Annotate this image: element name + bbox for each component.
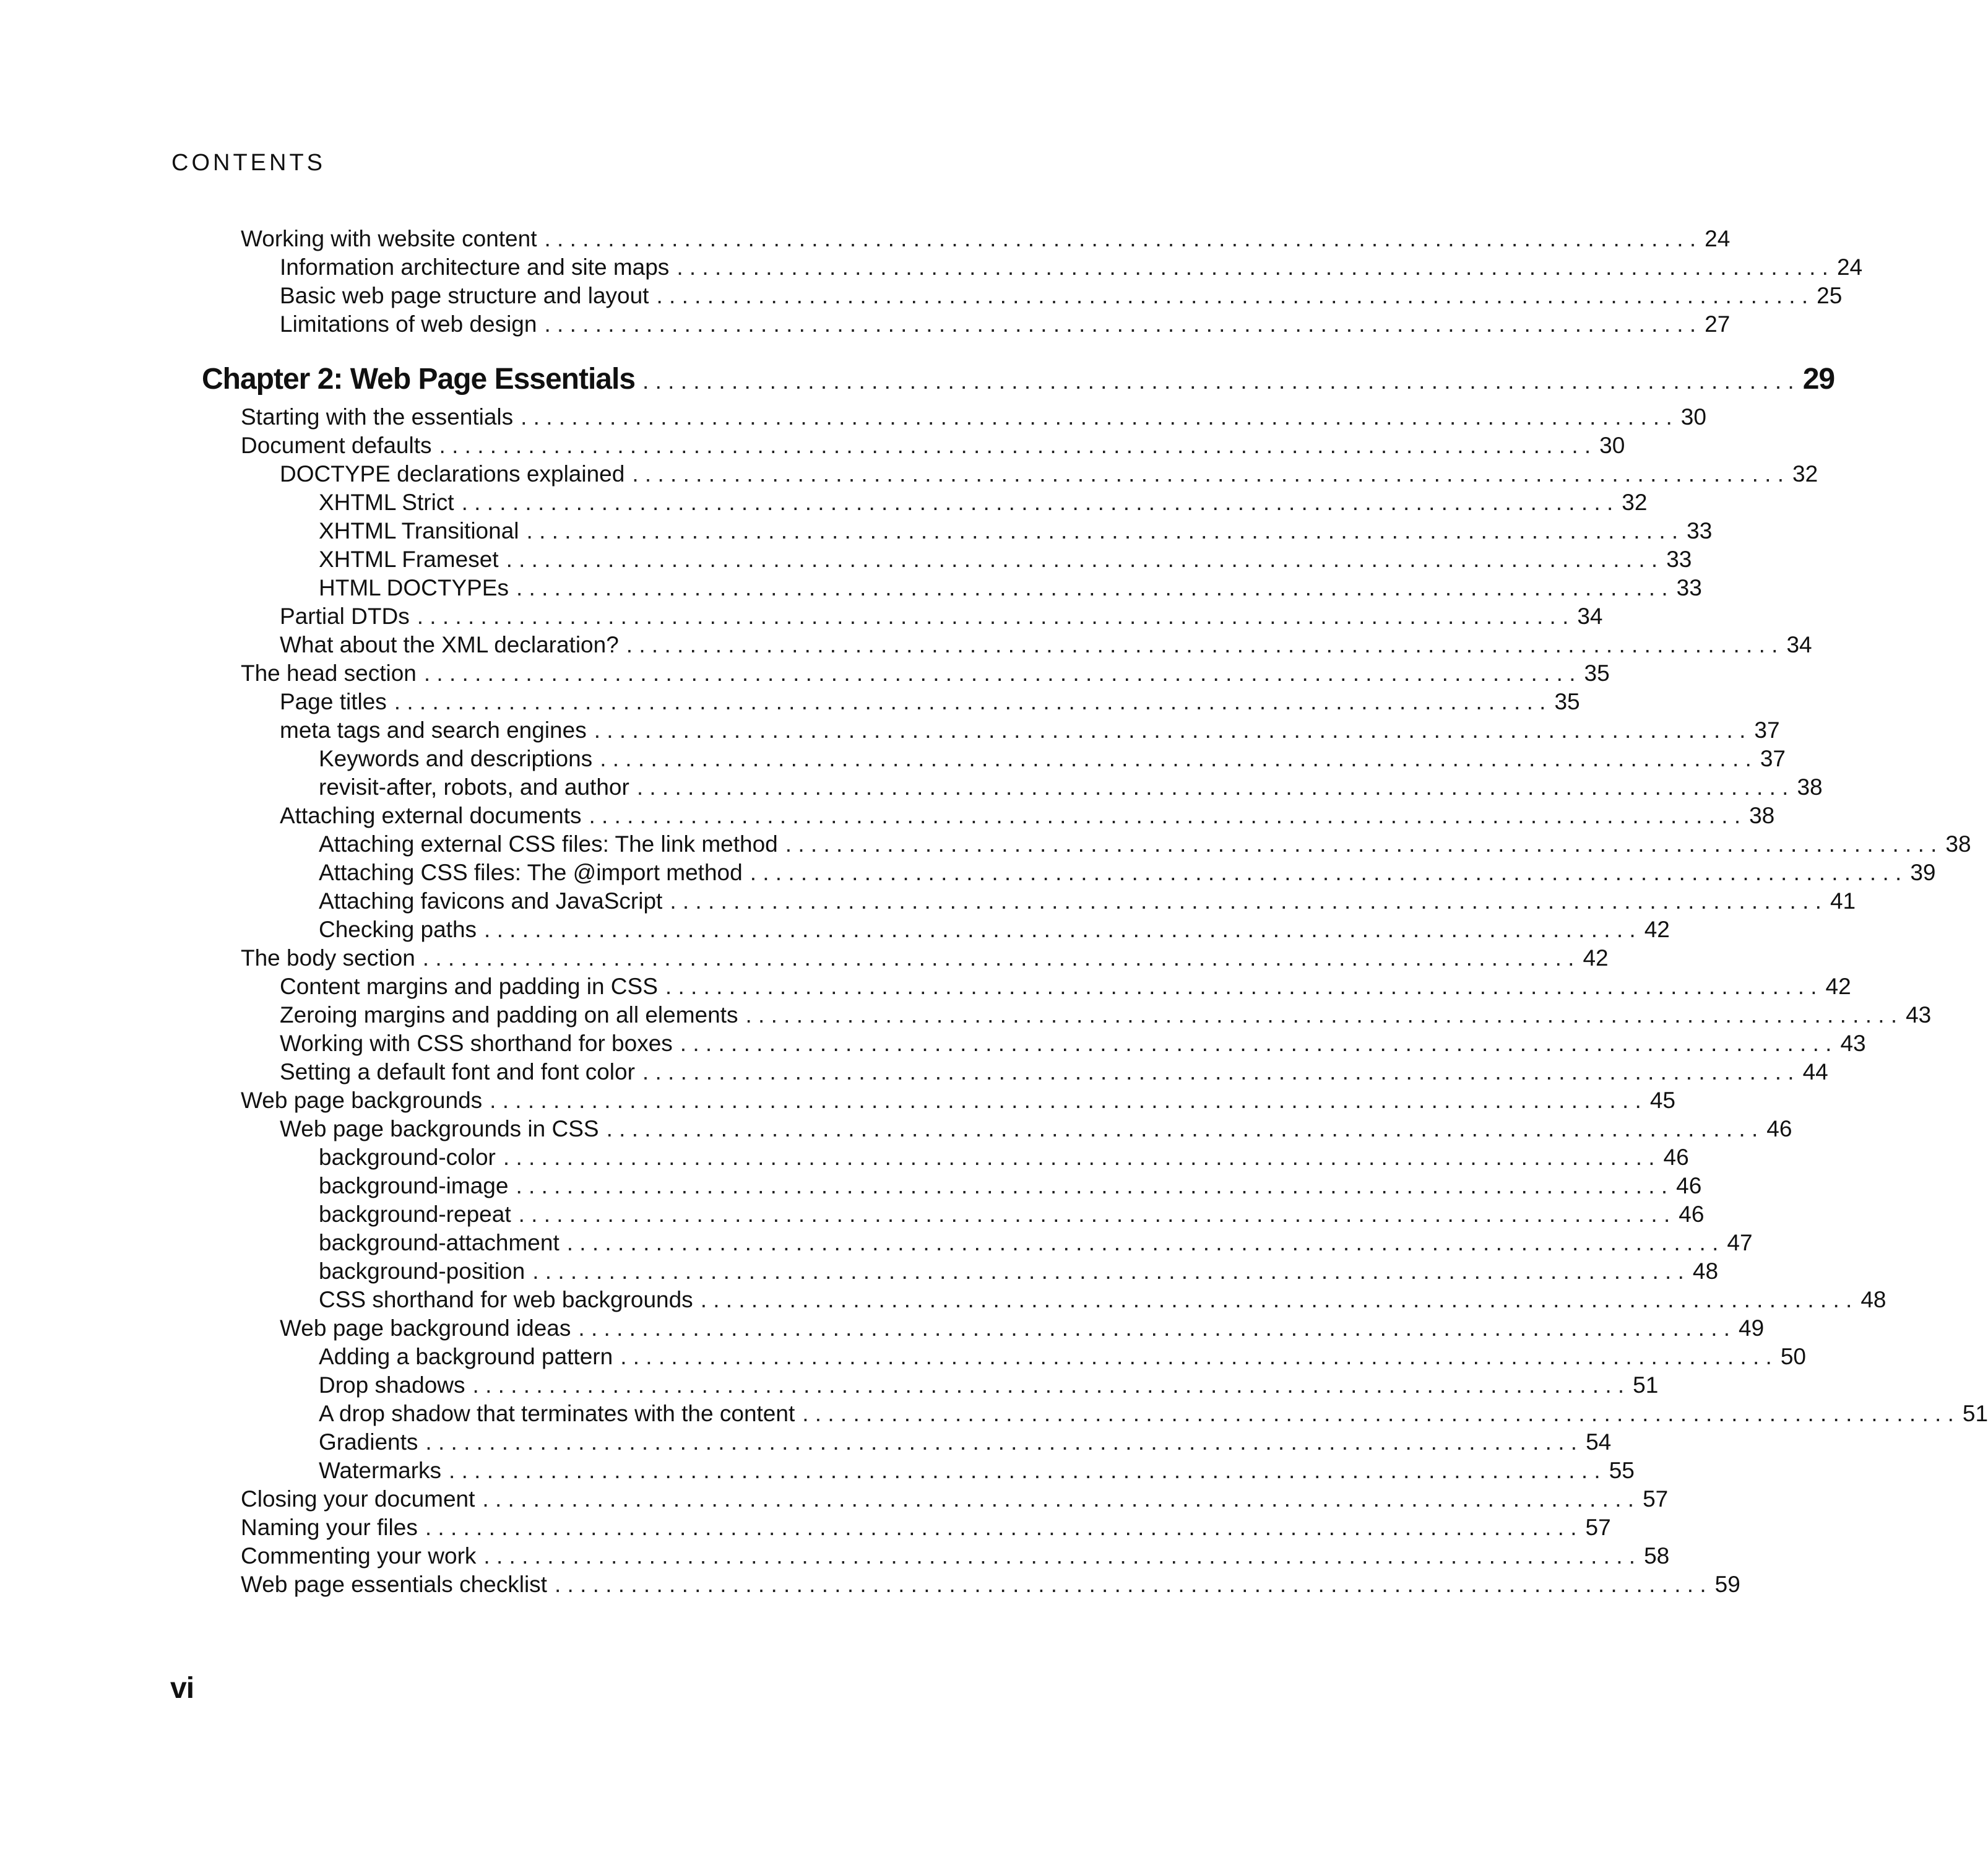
toc-entry-page-number: 37 (1754, 717, 1780, 743)
toc-entry-page-number: 55 (1609, 1458, 1635, 1483)
dot-leader: . . . . . . . . . . . . . . . . . . . . . . . . . . . . . . . . . . . . . . . . . . . . . . . . . . . . . . . . . . . . . . . . . . . . . . . . . . . . . . . . . . . . . . . . . . . (802, 1401, 1954, 1426)
toc-entry-page-number: 46 (1676, 1173, 1702, 1198)
dot-leader: . . . . . . . . . . . . . . . . . . . . . . . . . . . . . . . . . . . . . . . . . . . . . . . . . . . . . . . . . . . . . . . . . . . . . . . . . . . . . . . . . . . . . . . . . . . (676, 254, 1828, 280)
toc-entry-title: Zeroing margins and padding on all elements (280, 1002, 738, 1028)
toc-entry-page-number: 59 (1714, 1572, 1740, 1597)
toc-entry-line (241, 403, 1706, 431)
toc-entry-line (280, 1001, 1932, 1029)
toc-entry[interactable] (0, 1001, 1932, 1029)
toc-entry-title: Content margins and padding in CSS (280, 974, 658, 999)
toc-entry-page-number: 34 (1577, 604, 1603, 629)
toc-entry[interactable] (0, 972, 1851, 1001)
toc-entry-page-number: 34 (1786, 632, 1812, 657)
toc-entry[interactable] (0, 1172, 1702, 1200)
toc-entry[interactable] (0, 1029, 1866, 1058)
toc-entry-page-number: 44 (1802, 1059, 1828, 1084)
toc-entry[interactable] (0, 1400, 1988, 1428)
toc-entry-page-number: 42 (1825, 974, 1851, 999)
toc-entry-title: Gradients (319, 1429, 418, 1455)
toc-entry-page-number: 51 (1633, 1372, 1659, 1398)
toc-entry-line (280, 602, 1603, 631)
toc-entry-line (319, 1229, 1753, 1257)
toc-entry-line (241, 1086, 1675, 1115)
dot-leader: . . . . . . . . . . . . . . . . . . . . . . . . . . . . . . . . . . . . . . . . . . . . . . . . . . . . . . . . . . . . . . . . . . . . . . . . . . . . . . . . . . . . . . . . . . . (482, 1486, 1635, 1512)
dot-leader: . . . . . . . . . . . . . . . . . . . . . . . . . . . . . . . . . . . . . . . . . . . . . . . . . . . . . . . . . . . . . . . . . . . . . . . . . . . . . . . . . . . . . . . . . . . (620, 1344, 1772, 1369)
toc-entry-page-number: 37 (1760, 746, 1786, 771)
toc-entry-title: XHTML Frameset (319, 547, 499, 572)
dot-leader: . . . . . . . . . . . . . . . . . . . . . . . . . . . . . . . . . . . . . . . . . . . . . . . . . . . . . . . . . . . . . . . . . . . . . . . . . . . . . . . . . . . . . . . . . . . (425, 1515, 1577, 1540)
toc-entry-page-number: 24 (1705, 226, 1731, 251)
toc-entry-title: Document defaults (241, 433, 432, 458)
toc-entry-title: Setting a default font and font color (280, 1059, 635, 1084)
toc-entry-title: Attaching external documents (280, 803, 582, 828)
toc-entry[interactable] (0, 916, 1670, 944)
toc-entry-page-number: 46 (1766, 1116, 1792, 1141)
toc-entry-title: Web page backgrounds in CSS (280, 1116, 599, 1141)
dot-leader: . . . . . . . . . . . . . . . . . . . . . . . . . . . . . . . . . . . . . . . . . . . . . . . . . . . . . . . . . . . . . . . . . . . . . . . . . . . . . . . . . . . . . . . . . . . (589, 803, 1741, 828)
toc-entry-title: background-repeat (319, 1201, 511, 1227)
toc-entry-page-number: 47 (1727, 1230, 1753, 1255)
toc-entry-title: Partial DTDs (280, 604, 410, 629)
dot-leader: . . . . . . . . . . . . . . . . . . . . . . . . . . . . . . . . . . . . . . . . . . . . . . . . . . . . . . . . . . . . . . . . . . . . . . . . . . . . . . . . . . . . . . . . . . . (745, 1002, 1898, 1028)
toc-entry-title: Attaching external CSS files: The link method (319, 831, 778, 857)
toc-entry[interactable] (0, 517, 1713, 545)
toc-entry-line (319, 545, 1692, 574)
toc-entry-page-number: 41 (1830, 888, 1856, 914)
dot-leader: . . . . . . . . . . . . . . . . . . . . . . . . . . . . . . . . . . . . . . . . . . . . . . . . . . . . . . . . . . . . . . . . . . . . . . . . . . . . . . . . . . . . . . . . . . . (461, 490, 1614, 515)
dot-leader: . . . . . . . . . . . . . . . . . . . . . . . . . . . . . . . . . . . . . . . . . . . . . . . . . . . . . . . . . . . . . . . . . . . . . . . . . . . . . . . . . . . . . . . . . . . (700, 1287, 1852, 1312)
toc-entry-page-number: 51 (1962, 1401, 1988, 1426)
toc-entry-title: XHTML Strict (319, 490, 454, 515)
dot-leader: . . . . . . . . . . . . . . . . . . . . . . . . . . . . . . . . . . . . . . . . . . . . . . . . . . . . . . . . . . . . . . . . . . . . . . . . . . . . . . . . . . . . . . . . . . . (785, 831, 1937, 857)
toc-entry-page-number: 35 (1584, 660, 1610, 686)
toc-entry-line (319, 1172, 1702, 1200)
toc-entry-line (319, 488, 1648, 517)
toc-entry-line (319, 745, 1786, 773)
toc-entry[interactable] (0, 574, 1702, 602)
toc-entry-title: Chapter 2: Web Page Essentials (202, 363, 636, 396)
toc-entry-title: Web page essentials checklist (241, 1572, 547, 1597)
toc-entry[interactable] (0, 1115, 1792, 1143)
toc-entry-line (319, 887, 1856, 916)
toc-entry-page-number: 50 (1780, 1344, 1806, 1369)
toc-entry[interactable] (0, 225, 1731, 253)
toc-entry-line (280, 310, 1731, 339)
toc-entry-page-number: 29 (1802, 363, 1835, 396)
dot-leader: . . . . . . . . . . . . . . . . . . . . . . . . . . . . . . . . . . . . . . . . . . . . . . . . . . . . . . . . . . . . . . . . . . . . . . . . . . . . . . . . . . . . . . . . . . . (670, 888, 1822, 914)
toc-entry-line (280, 972, 1851, 1001)
toc-entry-line (241, 225, 1731, 253)
toc-entry-title: The head section (241, 660, 417, 686)
dot-leader: . . . . . . . . . . . . . . . . . . . . . . . . . . . . . . . . . . . . . . . . . . . . . . . . . . . . . . . . . . . . . . . . . . . . . . . . . . . . . . . . . . . . . . . . . . . (526, 518, 1679, 543)
dot-leader: . . . . . . . . . . . . . . . . . . . . . . . . . . . . . . . . . . . . . . . . . . . . . . . . . . . . . . . . . . . . . . . . . . . . . . . . . . . . . . . . . . . . . . . . . . . (594, 717, 1746, 743)
toc-entry-title: XHTML Transitional (319, 518, 519, 543)
toc-entry[interactable] (0, 310, 1731, 339)
toc-entry-title: DOCTYPE declarations explained (280, 461, 625, 487)
toc-entry[interactable] (0, 431, 1625, 460)
toc-entry-title: Commenting your work (241, 1543, 477, 1569)
dot-leader: . . . . . . . . . . . . . . . . . . . . . . . . . . . . . . . . . . . . . . . . . . . . . . . . . . . . . . . . . . . . . . . . . . . . . . . . . . . . . . . . . . . . . . . . . . . (642, 368, 1794, 394)
dot-leader: . . . . . . . . . . . . . . . . . . . . . . . . . . . . . . . . . . . . . . . . . . . . . . . . . . . . . . . . . . . . . . . . . . . . . . . . . . . . . . . . . . . . . . . . . . . (656, 283, 1809, 308)
toc-entry-page-number: 30 (1599, 433, 1625, 458)
toc-entry-line (319, 773, 1823, 802)
toc-entry-page-number: 43 (1906, 1002, 1932, 1028)
dot-leader: . . . . . . . . . . . . . . . . . . . . . . . . . . . . . . . . . . . . . . . . . . . . . . . . . . . . . . . . . . . . . . . . . . . . . . . . . . . . . . . . . . . . . . . . . . . (518, 1201, 1670, 1227)
toc-entry[interactable] (0, 1086, 1675, 1115)
toc-entry[interactable] (0, 1570, 1740, 1599)
toc-entry-line (241, 431, 1625, 460)
toc-entry-page-number: 46 (1679, 1201, 1705, 1227)
toc-entry-line (319, 1400, 1988, 1428)
table-of-contents (0, 225, 1988, 1599)
toc-entry[interactable] (0, 602, 1603, 631)
toc-entry-page-number: 38 (1797, 774, 1823, 800)
toc-entry-page-number: 48 (1861, 1287, 1886, 1312)
toc-entry[interactable] (0, 488, 1648, 517)
dot-leader: . . . . . . . . . . . . . . . . . . . . . . . . . . . . . . . . . . . . . . . . . . . . . . . . . . . . . . . . . . . . . . . . . . . . . . . . . . . . . . . . . . . . . . . . . . . (632, 461, 1784, 487)
toc-entry-page-number: 24 (1836, 254, 1863, 280)
toc-entry[interactable] (0, 460, 1818, 488)
toc-entry-page-number: 35 (1554, 689, 1580, 714)
toc-entry-page-number: 45 (1649, 1088, 1675, 1113)
toc-entry[interactable] (0, 1542, 1670, 1570)
toc-entry-line (319, 1371, 1659, 1400)
toc-entry-title: What about the XML declaration? (280, 632, 619, 657)
toc-entry-page-number: 43 (1840, 1031, 1866, 1056)
toc-entry-title: Attaching CSS files: The @import method (319, 860, 743, 885)
toc-entry-line (319, 1428, 1612, 1457)
toc-entry-title: background-color (319, 1145, 496, 1170)
dot-leader: . . . . . . . . . . . . . . . . . . . . . . . . . . . . . . . . . . . . . . . . . . . . . . . . . . . . . . . . . . . . . . . . . . . . . . . . . . . . . . . . . . . . . . . . . . . (472, 1372, 1625, 1398)
toc-entry-title: Watermarks (319, 1458, 442, 1483)
toc-entry-line (241, 1570, 1740, 1599)
toc-entry-line (319, 1343, 1806, 1371)
toc-entry-title: Limitations of web design (280, 311, 537, 337)
toc-entry-title: CSS shorthand for web backgrounds (319, 1287, 693, 1312)
toc-entry[interactable] (0, 1343, 1806, 1371)
toc-entry[interactable] (0, 253, 1863, 282)
toc-entry-page-number: 48 (1692, 1258, 1719, 1284)
toc-entry-line (319, 517, 1713, 545)
toc-entry-page-number: 39 (1910, 860, 1936, 885)
toc-entry-title: Closing your document (241, 1486, 475, 1512)
toc-entry-page-number: 32 (1792, 461, 1818, 487)
toc-entry-page-number: 42 (1644, 917, 1670, 942)
toc-entry-page-number: 25 (1817, 283, 1843, 308)
toc-chapter-heading[interactable] (0, 339, 1835, 403)
toc-entry-line (280, 1314, 1765, 1343)
toc-entry[interactable] (0, 887, 1856, 916)
toc-entry[interactable] (0, 1428, 1612, 1457)
dot-leader: . . . . . . . . . . . . . . . . . . . . . . . . . . . . . . . . . . . . . . . . . . . . . . . . . . . . . . . . . . . . . . . . . . . . . . . . . . . . . . . . . . . . . . . . . . . (422, 945, 1575, 971)
toc-entry-page-number: 30 (1680, 404, 1706, 430)
dot-leader: . . . . . . . . . . . . . . . . . . . . . . . . . . . . . . . . . . . . . . . . . . . . . . . . . . . . . . . . . . . . . . . . . . . . . . . . . . . . . . . . . . . . . . . . . . . (600, 746, 1752, 771)
toc-entry-line (241, 1485, 1669, 1513)
toc-entry-line (241, 1513, 1611, 1542)
toc-entry-line (280, 1058, 1828, 1086)
dot-leader: . . . . . . . . . . . . . . . . . . . . . . . . . . . . . . . . . . . . . . . . . . . . . . . . . . . . . . . . . . . . . . . . . . . . . . . . . . . . . . . . . . . . . . . . . . . (665, 974, 1817, 999)
toc-entry-title: Keywords and descriptions (319, 746, 593, 771)
toc-entry[interactable] (0, 1457, 1635, 1485)
toc-entry[interactable] (0, 1229, 1753, 1257)
toc-entry-line (202, 361, 1835, 398)
toc-entry[interactable] (0, 830, 1971, 859)
dot-leader: . . . . . . . . . . . . . . . . . . . . . . . . . . . . . . . . . . . . . . . . . . . . . . . . . . . . . . . . . . . . . . . . . . . . . . . . . . . . . . . . . . . . . . . . . . . (566, 1230, 1719, 1255)
dot-leader: . . . . . . . . . . . . . . . . . . . . . . . . . . . . . . . . . . . . . . . . . . . . . . . . . . . . . . . . . . . . . . . . . . . . . . . . . . . . . . . . . . . . . . . . . . . (425, 1429, 1578, 1455)
toc-entry[interactable] (0, 659, 1610, 688)
toc-entry-page-number: 33 (1687, 518, 1713, 543)
toc-entry-page-number: 54 (1586, 1429, 1612, 1455)
toc-entry-line (280, 1029, 1866, 1058)
dot-leader: . . . . . . . . . . . . . . . . . . . . . . . . . . . . . . . . . . . . . . . . . . . . . . . . . . . . . . . . . . . . . . . . . . . . . . . . . . . . . . . . . . . . . . . . . . . (636, 774, 1789, 800)
toc-entry[interactable] (0, 1286, 1886, 1314)
toc-entry[interactable] (0, 1200, 1705, 1229)
dot-leader: . . . . . . . . . . . . . . . . . . . . . . . . . . . . . . . . . . . . . . . . . . . . . . . . . . . . . . . . . . . . . . . . . . . . . . . . . . . . . . . . . . . . . . . . . . . (449, 1458, 1601, 1483)
toc-entry-page-number: 57 (1585, 1515, 1611, 1540)
toc-entry[interactable] (0, 403, 1706, 431)
toc-entry-title: Starting with the essentials (241, 404, 514, 430)
toc-entry-page-number: 42 (1583, 945, 1609, 971)
toc-entry-title: background-image (319, 1173, 509, 1198)
dot-leader: . . . . . . . . . . . . . . . . . . . . . . . . . . . . . . . . . . . . . . . . . . . . . . . . . . . . . . . . . . . . . . . . . . . . . . . . . . . . . . . . . . . . . . . . . . . (750, 860, 1902, 885)
toc-entry[interactable] (0, 944, 1609, 972)
toc-entry-line (319, 916, 1670, 944)
toc-entry-title: revisit-after, robots, and author (319, 774, 629, 800)
toc-entry-line (319, 1286, 1886, 1314)
toc-entry-page-number: 33 (1666, 547, 1692, 572)
toc-entry[interactable] (0, 859, 1936, 887)
toc-entry[interactable] (0, 282, 1843, 310)
toc-entry[interactable] (0, 1371, 1659, 1400)
toc-entry-line (280, 1115, 1792, 1143)
toc-entry[interactable] (0, 1314, 1765, 1343)
dot-leader: . . . . . . . . . . . . . . . . . . . . . . . . . . . . . . . . . . . . . . . . . . . . . . . . . . . . . . . . . . . . . . . . . . . . . . . . . . . . . . . . . . . . . . . . . . . (578, 1315, 1731, 1341)
toc-entry[interactable] (0, 716, 1780, 745)
toc-entry-title: meta tags and search engines (280, 717, 587, 743)
toc-entry-title: Drop shadows (319, 1372, 465, 1398)
dot-leader: . . . . . . . . . . . . . . . . . . . . . . . . . . . . . . . . . . . . . . . . . . . . . . . . . . . . . . . . . . . . . . . . . . . . . . . . . . . . . . . . . . . . . . . . . . . (490, 1088, 1641, 1113)
toc-entry-title: Web page backgrounds (241, 1088, 483, 1113)
toc-entry-title: Working with CSS shorthand for boxes (280, 1031, 673, 1056)
toc-entry-line (241, 944, 1609, 972)
toc-entry-title: Attaching favicons and JavaScript (319, 888, 663, 914)
toc-entry-line (280, 631, 1812, 659)
toc-entry-title: Basic web page structure and layout (280, 283, 649, 308)
dot-leader: . . . . . . . . . . . . . . . . . . . . . . . . . . . . . . . . . . . . . . . . . . . . . . . . . . . . . . . . . . . . . . . . . . . . . . . . . . . . . . . . . . . . . . . . . . . (544, 226, 1696, 251)
toc-entry-line (319, 859, 1936, 887)
toc-entry[interactable] (0, 1513, 1611, 1542)
dot-leader: . . . . . . . . . . . . . . . . . . . . . . . . . . . . . . . . . . . . . . . . . . . . . . . . . . . . . . . . . . . . . . . . . . . . . . . . . . . . . . . . . . . . . . . . . . . (503, 1145, 1655, 1170)
toc-entry[interactable] (0, 1485, 1669, 1513)
toc-entry-line (280, 282, 1843, 310)
toc-entry-page-number: 33 (1676, 575, 1702, 600)
dot-leader: . . . . . . . . . . . . . . . . . . . . . . . . . . . . . . . . . . . . . . . . . . . . . . . . . . . . . . . . . . . . . . . . . . . . . . . . . . . . . . . . . . . . . . . . . . . (606, 1116, 1758, 1141)
toc-entry[interactable] (0, 688, 1578, 716)
toc-entry-line (280, 802, 1775, 830)
toc-entry-page-number: 32 (1622, 490, 1648, 515)
dot-leader: . . . . . . . . . . . . . . . . . . . . . . . . . . . . . . . . . . . . . . . . . . . . . . . . . . . . . . . . . . . . . . . . . . . . . . . . . . . . . . . . . . . . . . . . . . . (417, 604, 1569, 629)
page-number: vi (170, 1672, 194, 1705)
toc-entry-title: background-position (319, 1258, 525, 1284)
toc-entry[interactable] (0, 545, 1692, 574)
toc-entry-page-number: 57 (1643, 1486, 1669, 1512)
toc-entry-line (319, 1143, 1689, 1172)
toc-entry-title: Naming your files (241, 1515, 418, 1540)
dot-leader: . . . . . . . . . . . . . . . . . . . . . . . . . . . . . . . . . . . . . . . . . . . . . . . . . . . . . . . . . . . . . . . . . . . . . . . . . . . . . . . . . . . . . . . . . . . (642, 1059, 1794, 1084)
toc-entry[interactable] (0, 1058, 1828, 1086)
toc-entry-line (280, 253, 1863, 282)
toc-entry-title: Information architecture and site maps (280, 254, 670, 280)
toc-entry-title: Checking paths (319, 917, 477, 942)
toc-entry-page-number: 38 (1945, 831, 1971, 857)
toc-entry-line (280, 716, 1780, 745)
toc-entry-line (280, 460, 1818, 488)
toc-entry-line (241, 1542, 1670, 1570)
dot-leader: . . . . . . . . . . . . . . . . . . . . . . . . . . . . . . . . . . . . . . . . . . . . . . . . . . . . . . . . . . . . . . . . . . . . . . . . . . . . . . . . . . . . . . . . . . . (516, 575, 1668, 600)
dot-leader: . . . . . . . . . . . . . . . . . . . . . . . . . . . . . . . . . . . . . . . . . . . . . . . . . . . . . . . . . . . . . . . . . . . . . . . . . . . . . . . . . . . . . . . . . . . (516, 1173, 1668, 1198)
toc-entry-title: A drop shadow that terminates with the content (319, 1401, 795, 1426)
toc-entry[interactable] (0, 1143, 1689, 1172)
dot-leader: . . . . . . . . . . . . . . . . . . . . . . . . . . . . . . . . . . . . . . . . . . . . . . . . . . . . . . . . . . . . . . . . . . . . . . . . . . . . . . . . . . . . . . . . . . . (484, 917, 1636, 942)
toc-entry-page-number: 58 (1644, 1543, 1670, 1569)
toc-entry-line (319, 1200, 1705, 1229)
toc-entry-page-number: 38 (1749, 803, 1775, 828)
toc-entry-line (319, 574, 1702, 602)
dot-leader: . . . . . . . . . . . . . . . . . . . . . . . . . . . . . . . . . . . . . . . . . . . . . . . . . . . . . . . . . . . . . . . . . . . . . . . . . . . . . . . . . . . . . . . . . . . (483, 1543, 1636, 1569)
toc-entry-title: Adding a background pattern (319, 1344, 613, 1369)
toc-entry[interactable] (0, 745, 1786, 773)
dot-leader: . . . . . . . . . . . . . . . . . . . . . . . . . . . . . . . . . . . . . . . . . . . . . . . . . . . . . . . . . . . . . . . . . . . . . . . . . . . . . . . . . . . . . . . . . . . (439, 433, 1591, 458)
toc-entry-page-number: 46 (1663, 1145, 1689, 1170)
toc-entry-title: Page titles (280, 689, 387, 714)
toc-entry-line (319, 830, 1971, 859)
toc-entry[interactable] (0, 631, 1812, 659)
toc-entry-line (241, 659, 1610, 688)
dot-leader: . . . . . . . . . . . . . . . . . . . . . . . . . . . . . . . . . . . . . . . . . . . . . . . . . . . . . . . . . . . . . . . . . . . . . . . . . . . . . . . . . . . . . . . . . . . (506, 547, 1658, 572)
toc-entry[interactable] (0, 773, 1823, 802)
dot-leader: . . . . . . . . . . . . . . . . . . . . . . . . . . . . . . . . . . . . . . . . . . . . . . . . . . . . . . . . . . . . . . . . . . . . . . . . . . . . . . . . . . . . . . . . . . . (394, 689, 1546, 714)
dot-leader: . . . . . . . . . . . . . . . . . . . . . . . . . . . . . . . . . . . . . . . . . . . . . . . . . . . . . . . . . . . . . . . . . . . . . . . . . . . . . . . . . . . . . . . . . . . (680, 1031, 1832, 1056)
running-head: CONTENTS (171, 150, 326, 176)
toc-entry-title: Web page background ideas (280, 1315, 571, 1341)
toc-entry[interactable] (0, 802, 1775, 830)
toc-entry-title: The body section (241, 945, 415, 971)
toc-entry-title: Working with website content (241, 226, 537, 251)
toc-entry-page-number: 49 (1739, 1315, 1765, 1341)
dot-leader: . . . . . . . . . . . . . . . . . . . . . . . . . . . . . . . . . . . . . . . . . . . . . . . . . . . . . . . . . . . . . . . . . . . . . . . . . . . . . . . . . . . . . . . . . . . (554, 1572, 1706, 1597)
toc-entry-title: HTML DOCTYPEs (319, 575, 509, 600)
dot-leader: . . . . . . . . . . . . . . . . . . . . . . . . . . . . . . . . . . . . . . . . . . . . . . . . . . . . . . . . . . . . . . . . . . . . . . . . . . . . . . . . . . . . . . . . . . . (423, 660, 1576, 686)
dot-leader: . . . . . . . . . . . . . . . . . . . . . . . . . . . . . . . . . . . . . . . . . . . . . . . . . . . . . . . . . . . . . . . . . . . . . . . . . . . . . . . . . . . . . . . . . . . (521, 404, 1672, 430)
dot-leader: . . . . . . . . . . . . . . . . . . . . . . . . . . . . . . . . . . . . . . . . . . . . . . . . . . . . . . . . . . . . . . . . . . . . . . . . . . . . . . . . . . . . . . . . . . . (626, 632, 1778, 657)
dot-leader: . . . . . . . . . . . . . . . . . . . . . . . . . . . . . . . . . . . . . . . . . . . . . . . . . . . . . . . . . . . . . . . . . . . . . . . . . . . . . . . . . . . . . . . . . . . (544, 311, 1696, 337)
toc-entry[interactable] (0, 1257, 1719, 1286)
toc-entry-line (280, 688, 1580, 716)
toc-entry-line (319, 1457, 1635, 1485)
toc-entry-page-number: 27 (1705, 311, 1731, 337)
dot-leader: . . . . . . . . . . . . . . . . . . . . . . . . . . . . . . . . . . . . . . . . . . . . . . . . . . . . . . . . . . . . . . . . . . . . . . . . . . . . . . . . . . . . . . . . . . . (532, 1258, 1684, 1284)
toc-entry-line (319, 1257, 1719, 1286)
toc-entry-title: background-attachment (319, 1230, 560, 1255)
